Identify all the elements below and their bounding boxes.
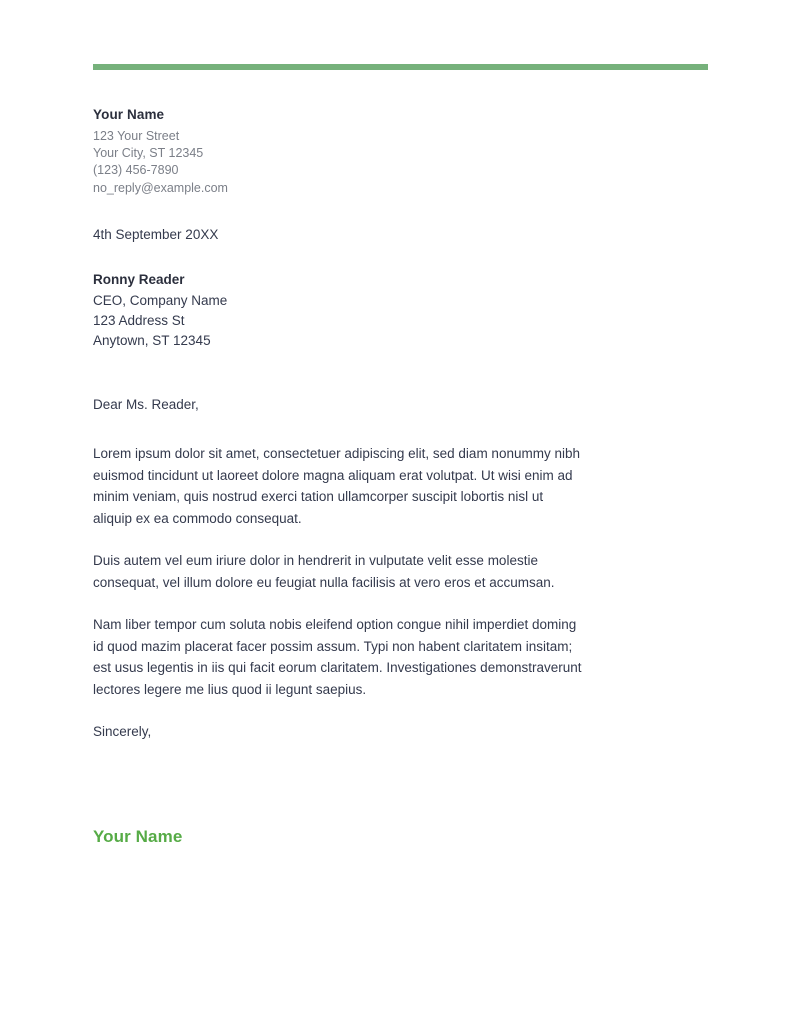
sender-city-state-zip: Your City, ST 12345: [93, 146, 204, 161]
recipient-name: Ronny Reader: [93, 272, 185, 287]
body-paragraph: Lorem ipsum dolor sit amet, consectetuer adipiscing elit, sed diam nonummy nibh euismod tincidunt ut laoreet dolore magna aliquam erat volutpat. Ut wisi enim ad minim veniam, quis nostrud exerci tation ullamcorper suscipit lobortis nisl ut aliquip ex ea commodo consequat.: [93, 446, 580, 526]
sender-phone: (123) 456-7890: [93, 163, 179, 178]
sender-block: [93, 105, 708, 197]
accent-bar: [93, 64, 708, 70]
letter-body: [93, 394, 583, 742]
recipient-title-company: CEO, Company Name: [93, 293, 228, 308]
letter-content: [93, 105, 708, 739]
letter-date: 4th September 20XX: [93, 227, 219, 242]
sender-email: no_reply@example.com: [93, 180, 228, 195]
body-paragraph: Duis autem vel eum iriure dolor in hendrerit in vulputate velit esse molestie consequat, vel illum dolore eu feugiat nulla facilisis at vero eros et accumsan.: [93, 553, 555, 590]
signature-name: Your Name: [93, 827, 183, 846]
sender-street: 123 Your Street: [93, 129, 180, 143]
sender-name: Your Name: [93, 107, 165, 122]
recipient-street: 123 Address St: [93, 313, 185, 328]
salutation: Dear Ms. Reader,: [93, 397, 199, 412]
recipient-city-state-zip: Anytown, ST 12345: [93, 333, 211, 348]
recipient-block: [93, 270, 227, 351]
closing-line: Sincerely,: [93, 724, 152, 739]
body-paragraph: Nam liber tempor cum soluta nobis eleifend option congue nihil imperdiet doming id quod mazim placerat facer possim assum. Typi non habent claritatem insitam; est usus legentis in iis qui facit eorum claritatem. Investigationes demonstraverunt lectores legere me lius quod ii legunt saepius.: [93, 617, 582, 697]
